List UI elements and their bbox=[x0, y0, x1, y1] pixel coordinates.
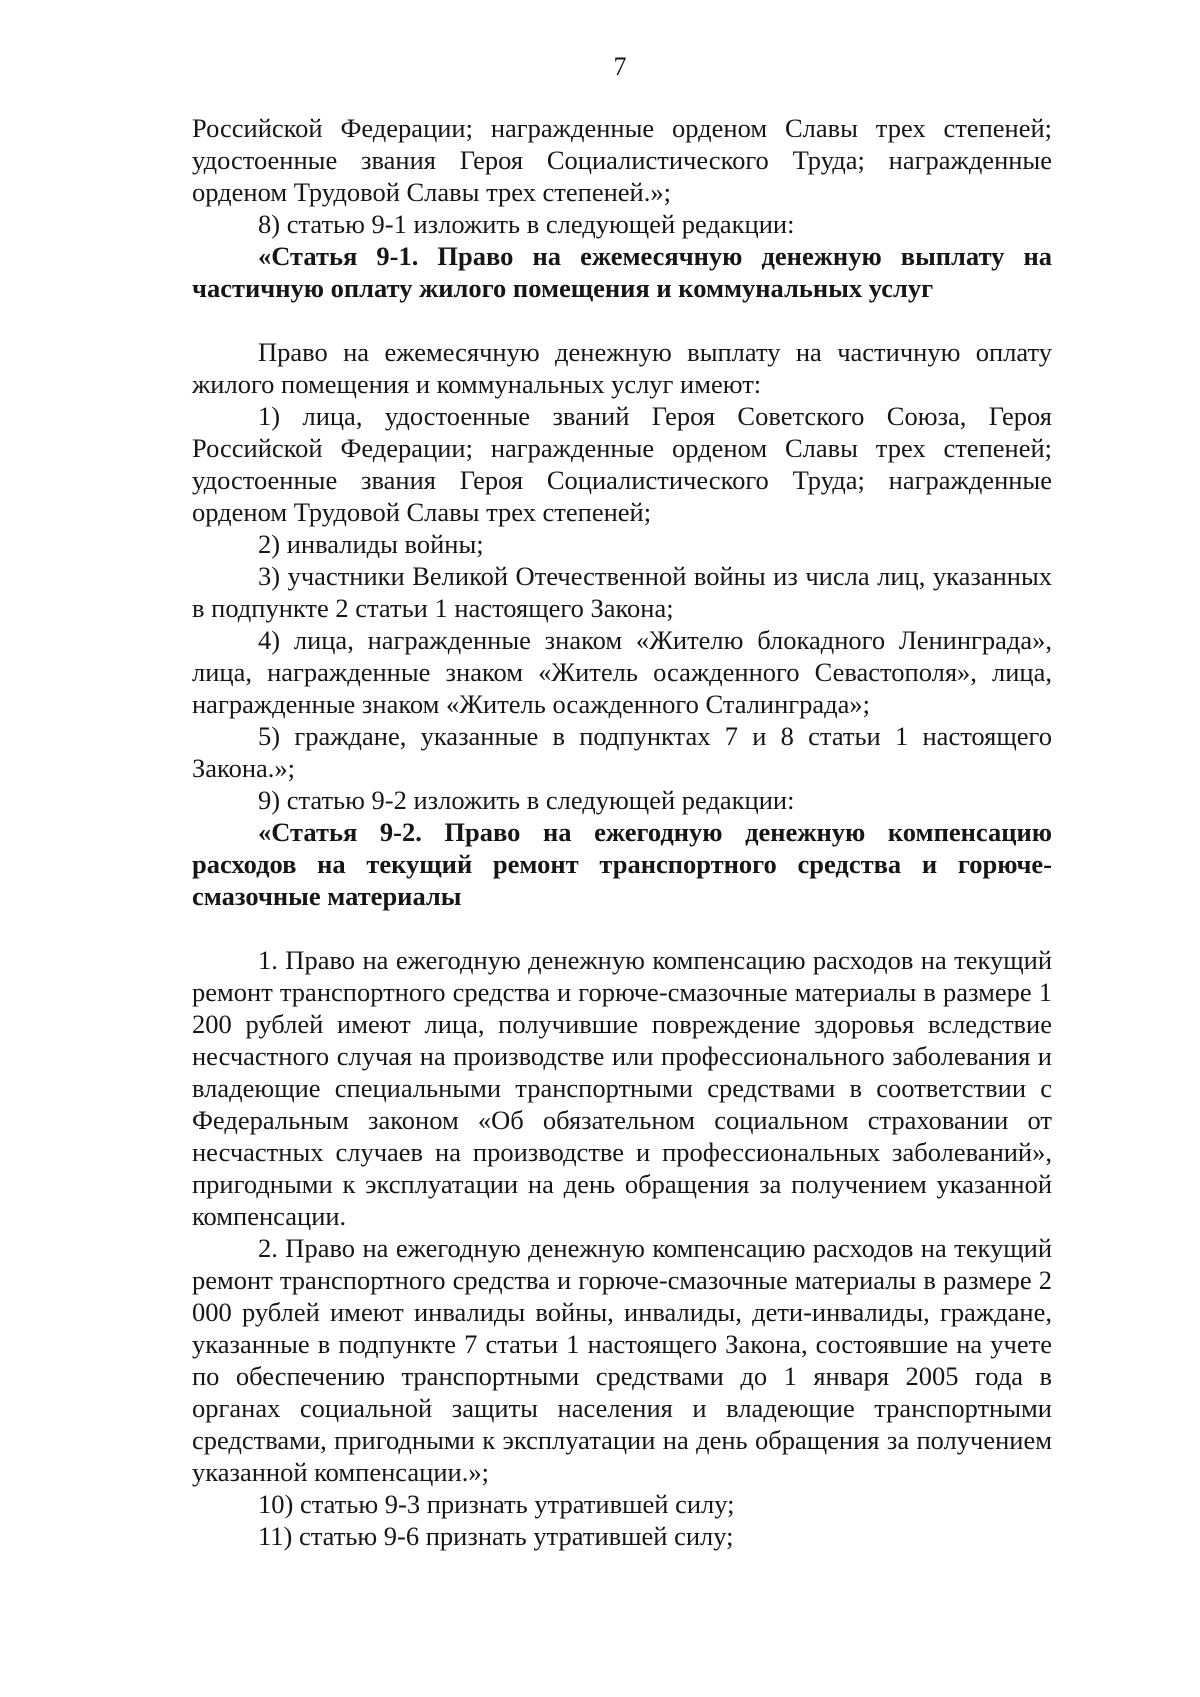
article-9-1-item-3: 3) участники Великой Отечественной войны из числа лиц, указанных в подпункте 2 статьи 1 настоящего Закона; bbox=[192, 561, 1052, 623]
article-9-1-item-4: 4) лица, награжденные знаком «Жителю блокадного Ленинграда», лица, награжденные знаком «Житель осажденного Севастополя», лица, награжденные знаком «Житель осажденного Сталинграда»; bbox=[192, 625, 1052, 719]
item-11-instruction: 11) статью 9-6 признать утратившей силу; bbox=[258, 1521, 734, 1551]
article-9-2-heading: «Статья 9-2. Право на ежегодную денежную компенсацию расходов на текущий ремонт транспортного средства и горюче-смазочные материалы bbox=[192, 817, 1052, 911]
article-9-1-heading: «Статья 9-1. Право на ежемесячную денежную выплату на частичную оплату жилого помещения и коммунальных услуг bbox=[192, 241, 1052, 303]
article-9-2-clause-1: 1. Право на ежегодную денежную компенсацию расходов на текущий ремонт транспортного средства и горюче-смазочные материалы в размере 1 200 рублей имеют лица, получившие повреждение здоровья вследствие несчастного случая на производстве или профессионального заболевания и владеющие специальными транспортными средствами в соответствии с Федеральным законом «Об обязательном социальном страховании от несчастных случаев на производстве и профессиональных заболеваний», пригодными к эксплуатации на день обращения за получением указанной компенсации. bbox=[192, 945, 1052, 1231]
article-9-1-intro: Право на ежемесячную денежную выплату на частичную оплату жилого помещения и коммунальных услуг имеют: bbox=[192, 337, 1052, 399]
article-9-1-item-2: 2) инвалиды войны; bbox=[258, 529, 484, 559]
document-body bbox=[192, 112, 1052, 1552]
article-9-1-item-5: 5) граждане, указанные в подпунктах 7 и 8 статьи 1 настоящего Закона.»; bbox=[192, 721, 1052, 783]
page-number: 7 bbox=[613, 52, 627, 81]
article-9-1-item-1: 1) лица, удостоенные званий Героя Советского Союза, Героя Российской Федерации; награжденные орденом Славы трех степеней; удостоенные звания Героя Социалистического Труда; награжденные орденом Трудовой Славы трех степеней; bbox=[192, 401, 1052, 527]
item-9-instruction: 9) статью 9-2 изложить в следующей редакции: bbox=[258, 785, 795, 815]
item-10-instruction: 10) статью 9-3 признать утратившей силу; bbox=[258, 1489, 735, 1519]
blank-line bbox=[192, 304, 1052, 336]
paragraph-continuation: Российской Федерации; награжденные орденом Славы трех степеней; удостоенные звания Героя Социалистического Труда; награжденные орденом Трудовой Славы трех степеней.»; bbox=[192, 113, 1052, 207]
article-9-2-clause-2: 2. Право на ежегодную денежную компенсацию расходов на текущий ремонт транспортного средства и горюче-смазочные материалы в размере 2 000 рублей имеют инвалиды войны, инвалиды, дети-инвалиды, граждане, указанные в подпункте 7 статьи 1 настоящего Закона, состоявшие на учете по обеспечению транспортными средствами до 1 января 2005 года в органах социальной защиты населения и владеющие транспортными средствами, пригодными к эксплуатации на день обращения за получением указанной компенсации.»; bbox=[192, 1233, 1052, 1487]
blank-line bbox=[192, 912, 1052, 944]
item-8-instruction: 8) статью 9-1 изложить в следующей редакции: bbox=[258, 209, 795, 239]
